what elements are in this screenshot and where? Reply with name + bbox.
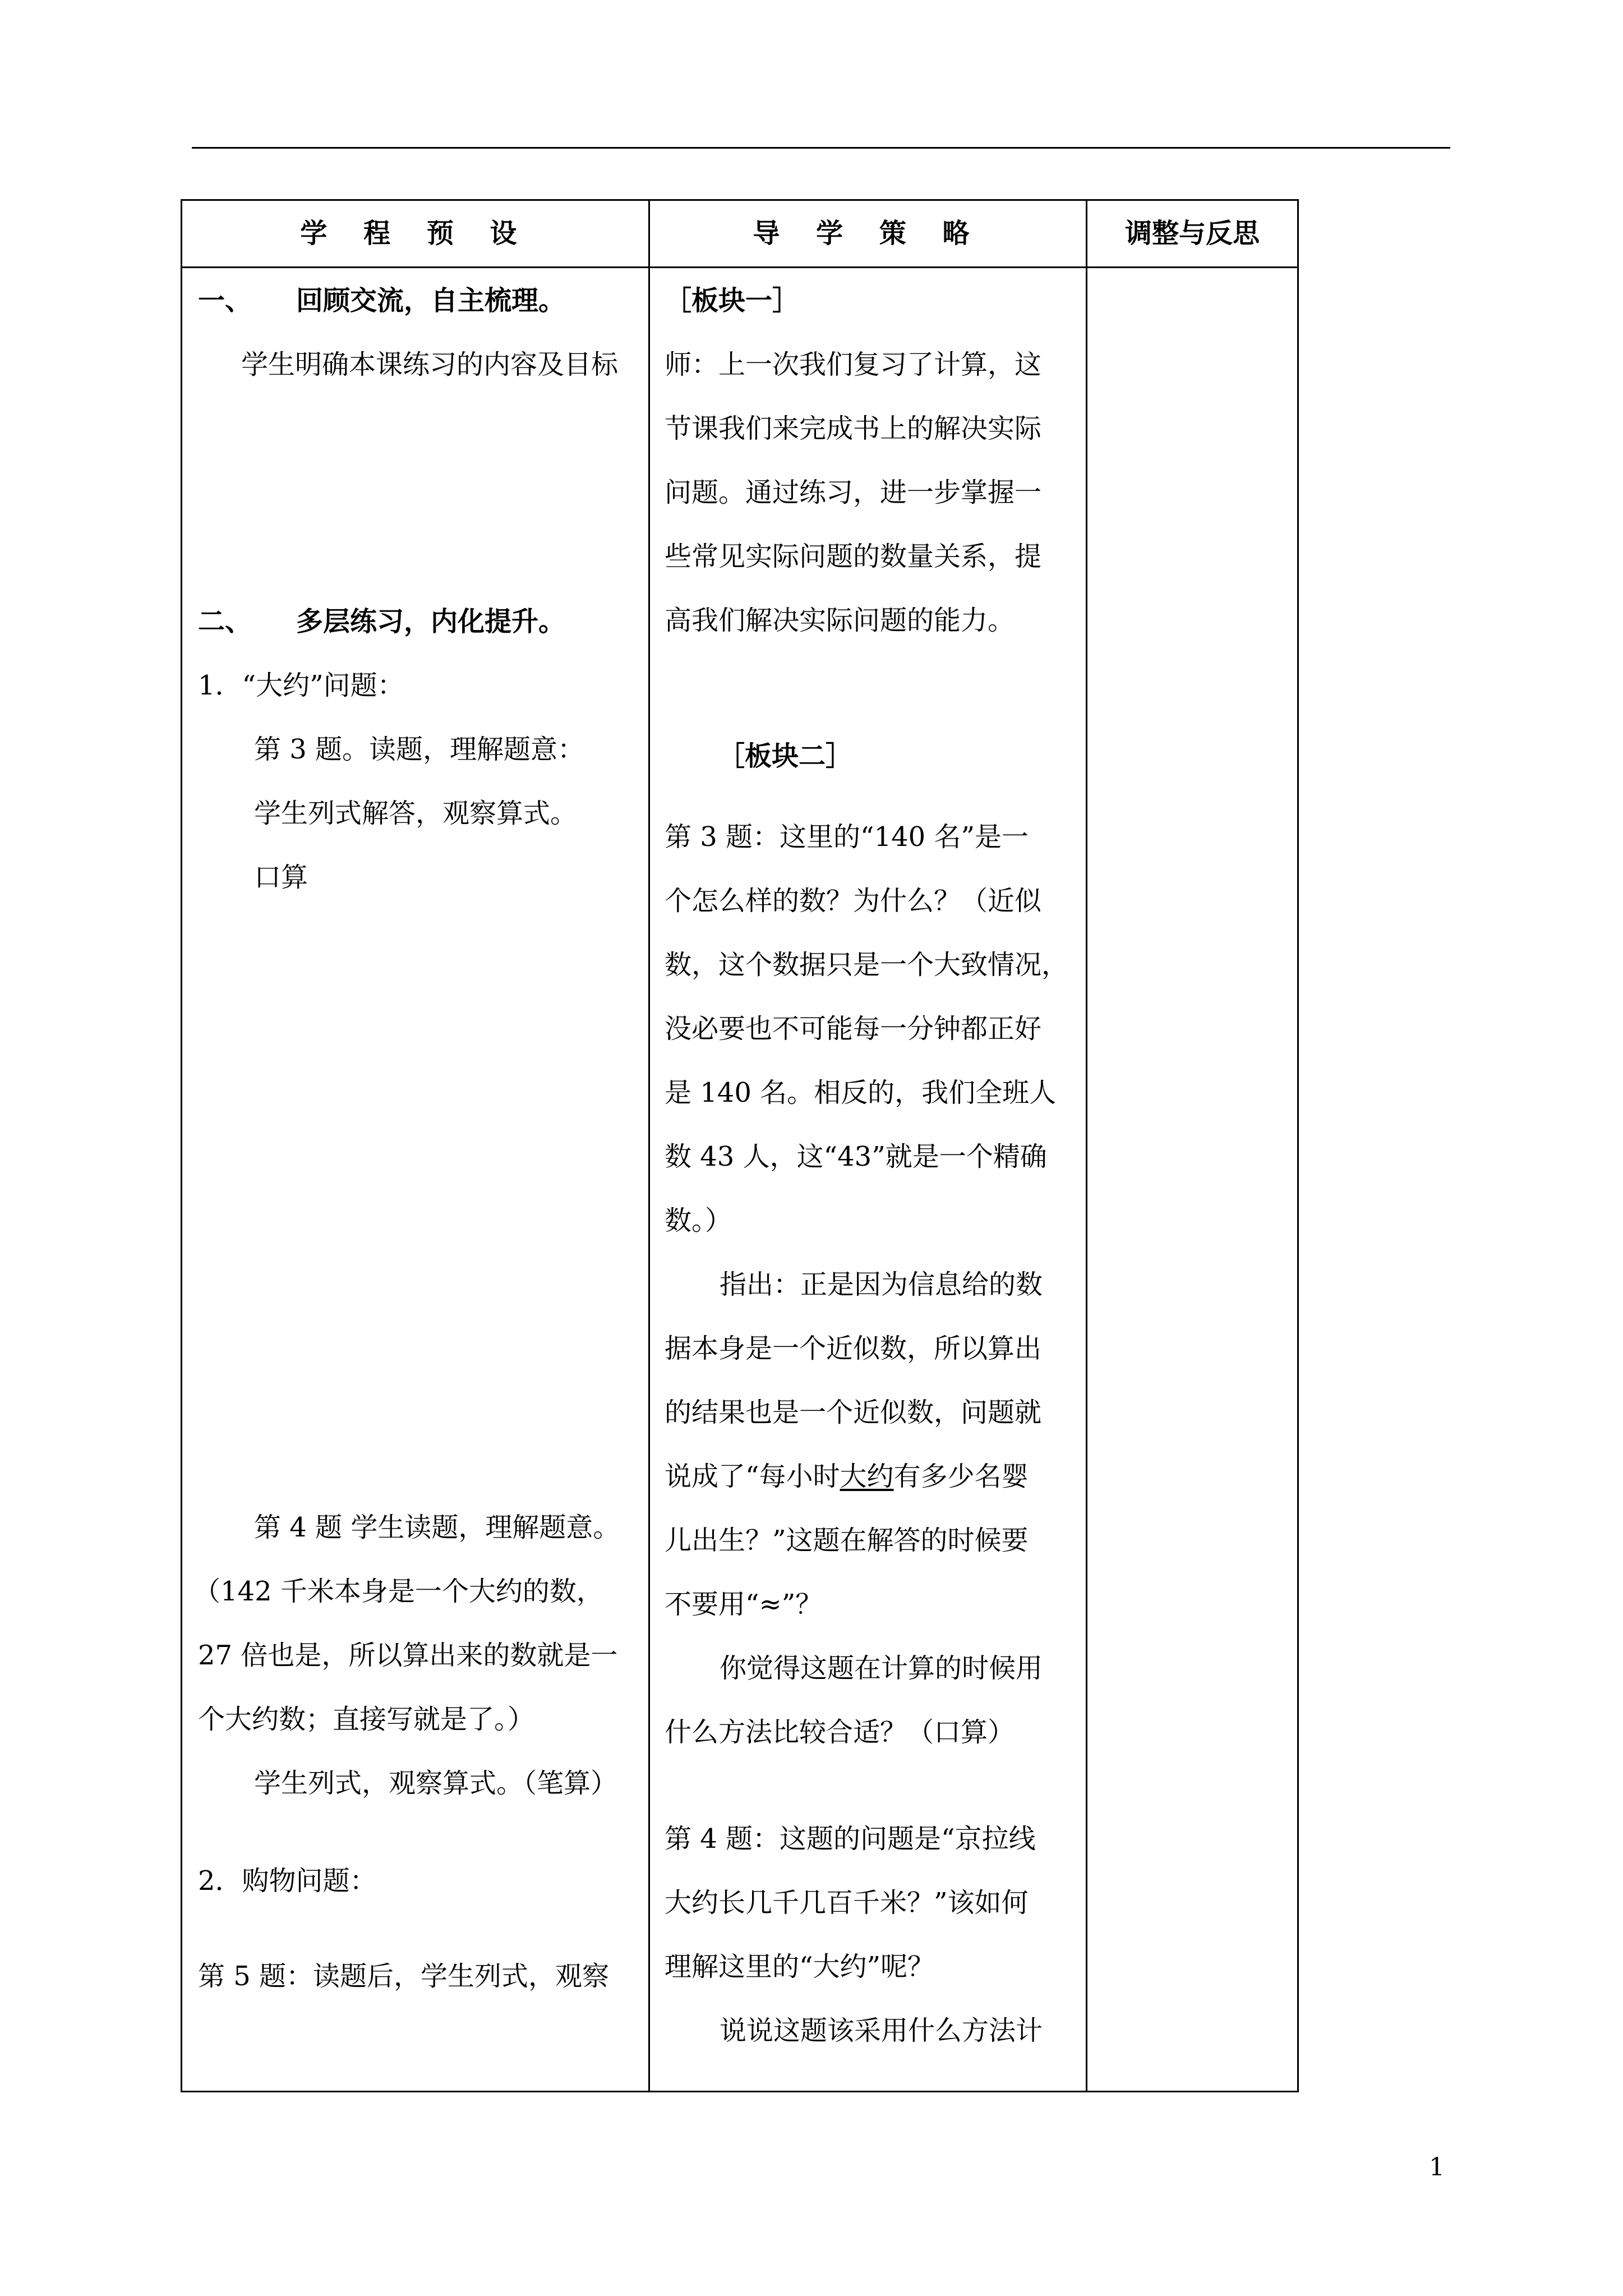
paragraph-line: 1．“大约”问题：	[198, 670, 404, 701]
section-number: 一、	[198, 285, 252, 316]
paragraph-line: 学生明确本课练习的内容及目标	[241, 349, 619, 380]
underlined-text: 大约	[840, 1461, 894, 1492]
header-rule	[192, 147, 1450, 149]
section-number: 二、	[198, 606, 252, 637]
paragraph-line: 27 倍也是，所以算出来的数就是一	[198, 1640, 618, 1671]
page-number: 1	[1429, 2153, 1445, 2182]
paragraph-line: 说说这题该采用什么方法计	[720, 2015, 1043, 2046]
paragraph-line: 第 4 题 学生读题，理解题意。	[254, 1512, 620, 1543]
paragraph-line: 数。）	[665, 1205, 732, 1236]
column-divider	[1086, 201, 1087, 2091]
paragraph-line: 据本身是一个近似数，所以算出	[665, 1333, 1042, 1364]
paragraph-line: 是 140 名。相反的，我们全班人	[665, 1077, 1057, 1108]
paragraph-line: 指出：正是因为信息给的数	[720, 1269, 1043, 1300]
paragraph-line: 个大约数；直接写就是了。）	[198, 1704, 535, 1735]
header-row-divider	[182, 266, 1297, 268]
paragraph-line: 第 3 题。读题，理解题意：	[254, 734, 585, 765]
paragraph-line: 儿出生？”这题在解答的时候要	[665, 1525, 1029, 1556]
paragraph-line: 个怎么样的数？为什么？（近似	[665, 885, 1042, 917]
paragraph-line: 口算	[254, 862, 308, 893]
paragraph-line: 不要用“≈”？	[665, 1589, 823, 1620]
section-title: 回顾交流，自主梳理。	[296, 285, 566, 316]
column-header-guidance-strategy: 导 学 策 略	[753, 218, 983, 249]
lesson-plan-table	[181, 199, 1299, 2092]
column-header-learning-preset: 学 程 预 设	[300, 218, 531, 249]
paragraph-line: 学生列式解答，观察算式。	[254, 798, 578, 829]
block-heading: ［板块一］	[665, 285, 800, 316]
paragraph-line: 学生列式，观察算式。（笔算）	[254, 1768, 618, 1799]
paragraph-line: 节课我们来完成书上的解决实际	[665, 413, 1042, 444]
paragraph-line: 数，这个数据只是一个大致情况，	[665, 949, 1069, 981]
paragraph-line: 师：上一次我们复习了计算，这	[665, 349, 1042, 380]
paragraph-line: （142 千米本身是一个大约的数，	[193, 1576, 603, 1607]
block-heading: ［板块二］	[718, 740, 853, 772]
paragraph-line: 你觉得这题在计算的时候用	[720, 1653, 1043, 1684]
paragraph-line: 些常见实际问题的数量关系，提	[665, 541, 1042, 572]
section-title: 多层练习，内化提升。	[296, 606, 566, 637]
paragraph-line: 没必要也不可能每一分钟都正好	[665, 1013, 1042, 1045]
paragraph-line: 第 5 题：读题后，学生列式，观察	[198, 1961, 610, 1992]
paragraph-line	[665, 1460, 1029, 1493]
paragraph-line: 大约长几千几百千米？”该如何	[665, 1887, 1029, 1918]
paragraph-line: 第 4 题：这题的问题是“京拉线	[665, 1823, 1036, 1855]
paragraph-line: 数 43 人，这“43”就是一个精确	[665, 1141, 1047, 1172]
column-header-adjustment-reflection: 调整与反思	[1124, 218, 1260, 249]
paragraph-line: 第 3 题：这里的“140 名”是一	[665, 821, 1029, 853]
text-run: 说成了“每小时	[665, 1461, 840, 1492]
paragraph-line: 高我们解决实际问题的能力。	[665, 605, 1015, 636]
paragraph-line: 什么方法比较合适？（口算）	[665, 1717, 1015, 1748]
text-run: 有多少名婴	[893, 1461, 1029, 1492]
paragraph-line: 的结果也是一个近似数，问题就	[665, 1397, 1042, 1428]
paragraph-line: 理解这里的“大约”呢？	[665, 1951, 935, 1982]
paragraph-line: 问题。通过练习，进一步掌握一	[665, 477, 1042, 508]
paragraph-line: 2．购物问题：	[198, 1865, 377, 1897]
column-divider	[648, 201, 650, 2091]
